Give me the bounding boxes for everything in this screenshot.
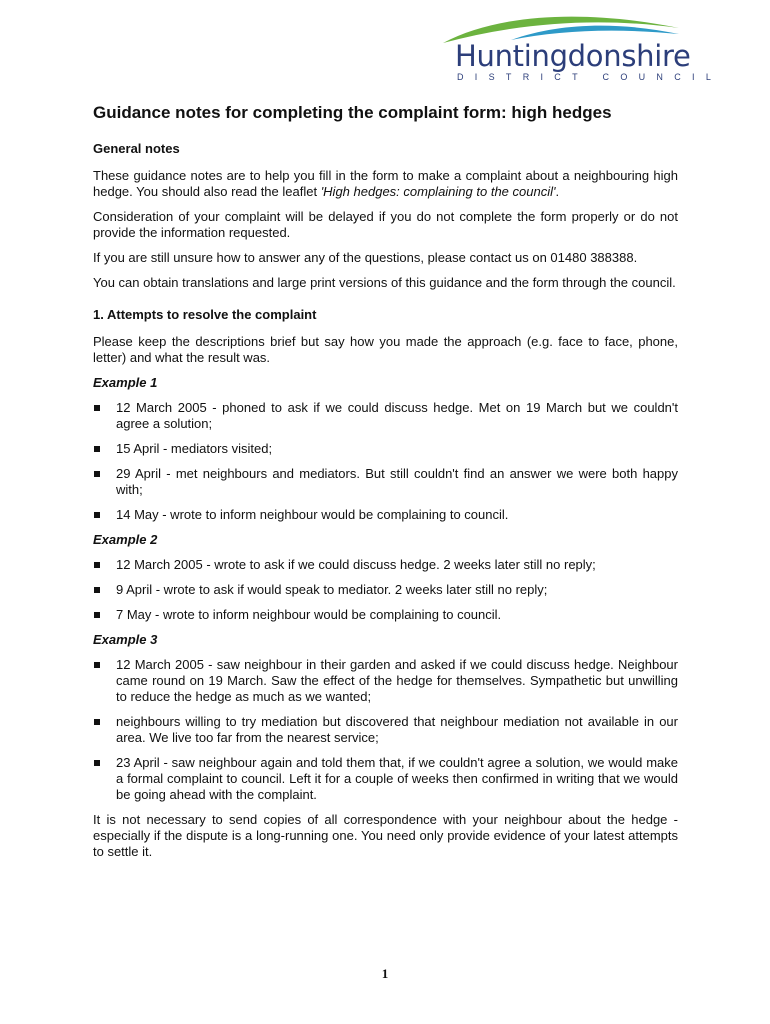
list-item-text: 12 March 2005 - saw neighbour in their garden and asked if we could discuss hedge. Neighbour came round on 19 March. Saw the effect of the hedge for themselves. Sympathetic but unwilling to reduce the hedge as much as we wanted; [116, 657, 678, 704]
example-2-list [93, 557, 678, 623]
general-notes-heading: General notes [93, 141, 180, 156]
list-item-text: 9 April - wrote to ask if would speak to mediator. 2 weeks later still no reply; [116, 582, 548, 597]
list-item [93, 607, 678, 623]
square-bullet-icon [94, 512, 100, 518]
page-number: 1 [381, 966, 389, 981]
leaflet-title: 'High hedges: complaining to the council' [320, 184, 556, 199]
list-item-text: 7 May - wrote to inform neighbour would be complaining to council. [116, 607, 502, 622]
list-item [93, 441, 678, 457]
example-2-title: Example 2 [93, 532, 158, 547]
general-paragraph-1 [93, 168, 678, 200]
list-item [93, 582, 678, 598]
list-item-text: 15 April - mediators visited; [116, 441, 273, 456]
list-item-text: 23 April - saw neighbour again and told them that, if we couldn't agree a solution, we would make a formal complaint to council. Left it for a couple of weeks then confirmed in writing that we would be going ahead with the complaint. [116, 755, 678, 802]
general-paragraph-1-end: . [555, 184, 560, 199]
example-1-title: Example 1 [93, 375, 158, 390]
example-3-list [93, 657, 678, 803]
document-body [93, 102, 678, 869]
example-3-title: Example 3 [93, 632, 158, 647]
square-bullet-icon [94, 760, 100, 766]
general-paragraph-3: If you are still unsure how to answer any of the questions, please contact us on 01480 388388. [93, 250, 638, 265]
square-bullet-icon [94, 405, 100, 411]
example-1-list [93, 400, 678, 523]
list-item-text: 14 May - wrote to inform neighbour would be complaining to council. [116, 507, 509, 522]
list-item-text: 12 March 2005 - wrote to ask if we could discuss hedge. 2 weeks later still no reply; [116, 557, 596, 572]
section-attempts [93, 307, 678, 860]
logo-name: Huntingdonshire [455, 39, 691, 73]
square-bullet-icon [94, 719, 100, 725]
list-item [93, 755, 678, 803]
list-item-text: neighbours willing to try mediation but discovered that neighbour mediation not available in our area. We live too far from the nearest service; [116, 714, 678, 745]
square-bullet-icon [94, 612, 100, 618]
list-item [93, 657, 678, 705]
square-bullet-icon [94, 446, 100, 452]
general-paragraph-1-text: These guidance notes are to help you fill in the form to make a complaint about a neighbouring high hedge. You should also read the leaflet [93, 168, 678, 199]
square-bullet-icon [94, 662, 100, 668]
section-1-closing: It is not necessary to send copies of all correspondence with your neighbour about the hedge - especially if the dispute is a long-running one. You need only provide evidence of your latest attempts to settle it. [93, 812, 678, 859]
general-paragraph-4: You can obtain translations and large print versions of this guidance and the form through the council. [93, 275, 676, 290]
square-bullet-icon [94, 587, 100, 593]
section-1-heading: 1. Attempts to resolve the complaint [93, 307, 317, 322]
list-item [93, 466, 678, 498]
council-logo [441, 16, 723, 84]
general-paragraph-2: Consideration of your complaint will be delayed if you do not complete the form properly or do not provide the information requested. [93, 209, 678, 240]
list-item [93, 714, 678, 746]
logo-subtitle: DISTRICT COUNCIL [457, 72, 723, 82]
section-1-intro: Please keep the descriptions brief but say how you made the approach (e.g. face to face, phone, letter) and what the result was. [93, 334, 678, 365]
square-bullet-icon [94, 562, 100, 568]
square-bullet-icon [94, 471, 100, 477]
list-item-text: 29 April - met neighbours and mediators. But still couldn't find an answer we were both happy with; [116, 466, 678, 497]
list-item [93, 557, 678, 573]
list-item [93, 400, 678, 432]
list-item-text: 12 March 2005 - phoned to ask if we could discuss hedge. Met on 19 March but we couldn't agree a solution; [116, 400, 678, 431]
list-item [93, 507, 678, 523]
document-title: Guidance notes for completing the complaint form: high hedges [93, 103, 612, 122]
